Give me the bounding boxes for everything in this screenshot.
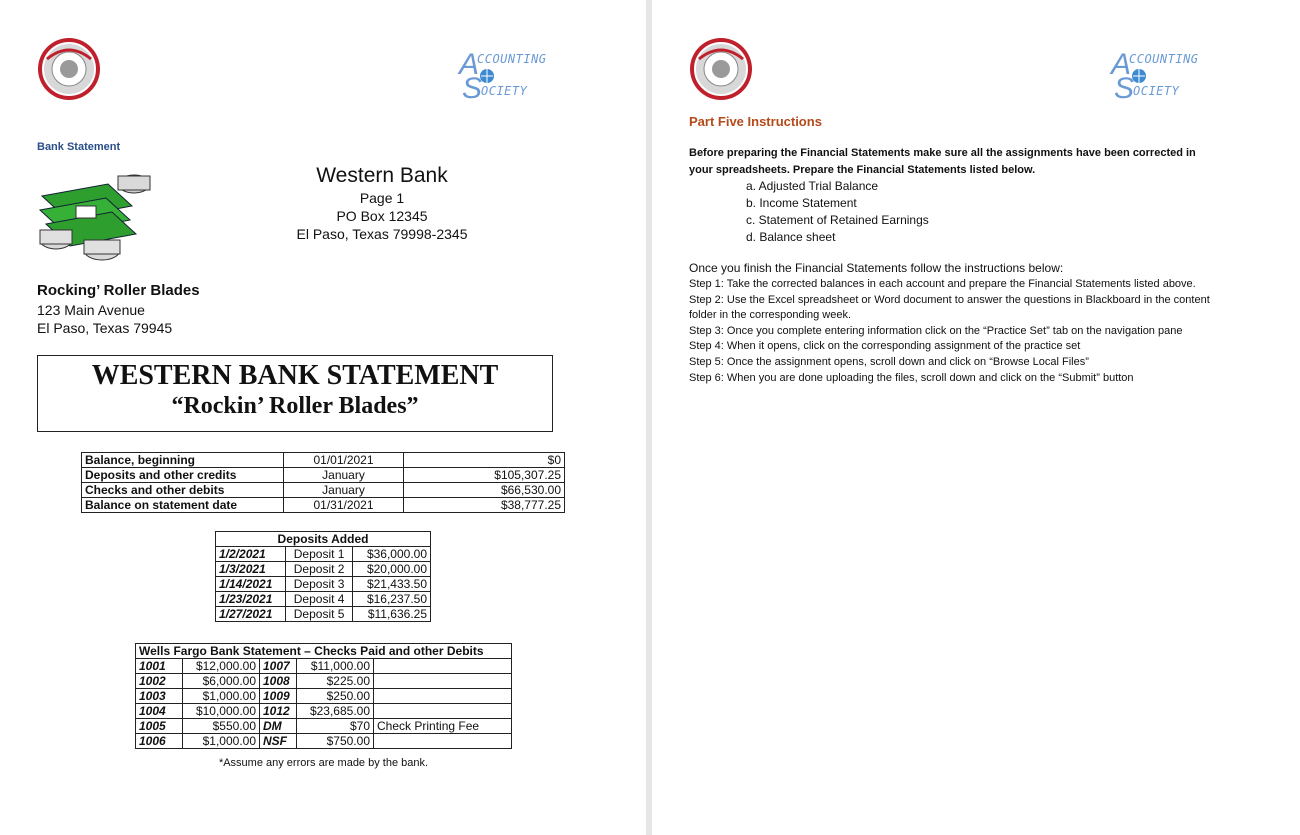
deposits-header: Deposits Added [216, 532, 431, 547]
instructions-title: Part Five Instructions [689, 114, 822, 129]
table-row: 1/14/2021 Deposit 3 $21,433.50 [216, 577, 431, 592]
checks-header: Wells Fargo Bank Statement – Checks Paid and other Debits [136, 644, 512, 659]
table-row: Balance on statement date 01/31/2021 $38,777.25 [82, 498, 565, 513]
table-row: 1001 $12,000.00 1007 $11,000.00 [136, 659, 512, 674]
table-row: 1/27/2021 Deposit 5 $11,636.25 [216, 607, 431, 622]
bank-city: El Paso, Texas 79998-2345 [296, 226, 468, 242]
table-row: Checks and other debits January $66,530.00 [82, 483, 565, 498]
bank-po-box: PO Box 12345 [336, 208, 428, 224]
document-page-left [0, 0, 646, 835]
page-number: Page 1 [359, 190, 405, 206]
checks-table [135, 643, 512, 749]
statement-title-box [37, 355, 553, 432]
table-row: 1/23/2021 Deposit 4 $16,237.50 [216, 592, 431, 607]
seal-logo [37, 37, 101, 101]
footnote: *Assume any errors are made by the bank. [218, 757, 429, 769]
table-header-row [136, 644, 512, 659]
table-row: Balance, beginning 01/01/2021 $0 [82, 453, 565, 468]
table-row: 1004 $10,000.00 1012 $23,685.00 [136, 704, 512, 719]
deposits-table [215, 531, 431, 622]
list-item: Step 5: Once the assignment opens, scroll down and click on “Browse Local Files” [689, 355, 1089, 368]
statement-title: WESTERN BANK STATEMENT [91, 360, 499, 391]
company-city: El Paso, Texas 79945 [37, 320, 173, 336]
accounting-society-logo: A CCOUNTING S OCIETY [1111, 48, 1199, 105]
company-name: Rocking’ Roller Blades [37, 282, 200, 299]
list-item: Step 3: Once you complete entering information click on the “Practice Set” tab on the navigation pane [689, 324, 1183, 337]
list-item: folder in the corresponding week. [689, 309, 852, 322]
table-row: 1005 $550.00 DM $70 Check Printing Fee [136, 719, 512, 734]
money-stack-icon [36, 166, 152, 264]
seal-logo [689, 37, 753, 101]
table-row: 1/2/2021 Deposit 1 $36,000.00 [216, 547, 431, 562]
list-item: b. Income Statement [746, 196, 857, 210]
section-label: Bank Statement [37, 141, 121, 153]
statements-list [746, 178, 929, 246]
document-page-right [652, 0, 1300, 835]
company-address: 123 Main Avenue [37, 302, 145, 318]
steps-list [689, 277, 1279, 386]
table-row: 1/3/2021 Deposit 2 $20,000.00 [216, 562, 431, 577]
table-header-row [216, 532, 431, 547]
instructions-once: Once you finish the Financial Statements follow the instructions below: [689, 261, 1064, 275]
list-item: Step 4: When it opens, click on the corresponding assignment of the practice set [689, 340, 1081, 353]
instructions-intro: Before preparing the Financial Statements make sure all the assignments have been corrected in your spreadsheets. Prepare the Financial Statements listed below. [689, 147, 1196, 176]
table-row: 1002 $6,000.00 1008 $225.00 [136, 674, 512, 689]
list-item: c. Statement of Retained Earnings [746, 213, 929, 227]
statement-subtitle: “Rockin’ Roller Blades” [171, 393, 419, 419]
table-row: Deposits and other credits January $105,307.25 [82, 468, 565, 483]
table-row: 1006 $1,000.00 NSF $750.00 [136, 734, 512, 749]
list-item: a. Adjusted Trial Balance [746, 179, 879, 193]
list-item: Step 1: Take the corrected balances in each account and prepare the Financial Statements listed above. [689, 278, 1196, 290]
bank-name: Western Bank [316, 164, 448, 187]
summary-table [81, 452, 565, 513]
list-item: Step 2: Use the Excel spreadsheet or Word document to answer the questions in Blackboard in the content [689, 293, 1210, 306]
list-item: Step 6: When you are done uploading the files, scroll down and click on the “Submit” button [689, 371, 1134, 384]
table-row: 1003 $1,000.00 1009 $250.00 [136, 689, 512, 704]
list-item: d. Balance sheet [746, 230, 836, 244]
accounting-society-logo: A CCOUNTING S OCIETY [459, 48, 547, 105]
